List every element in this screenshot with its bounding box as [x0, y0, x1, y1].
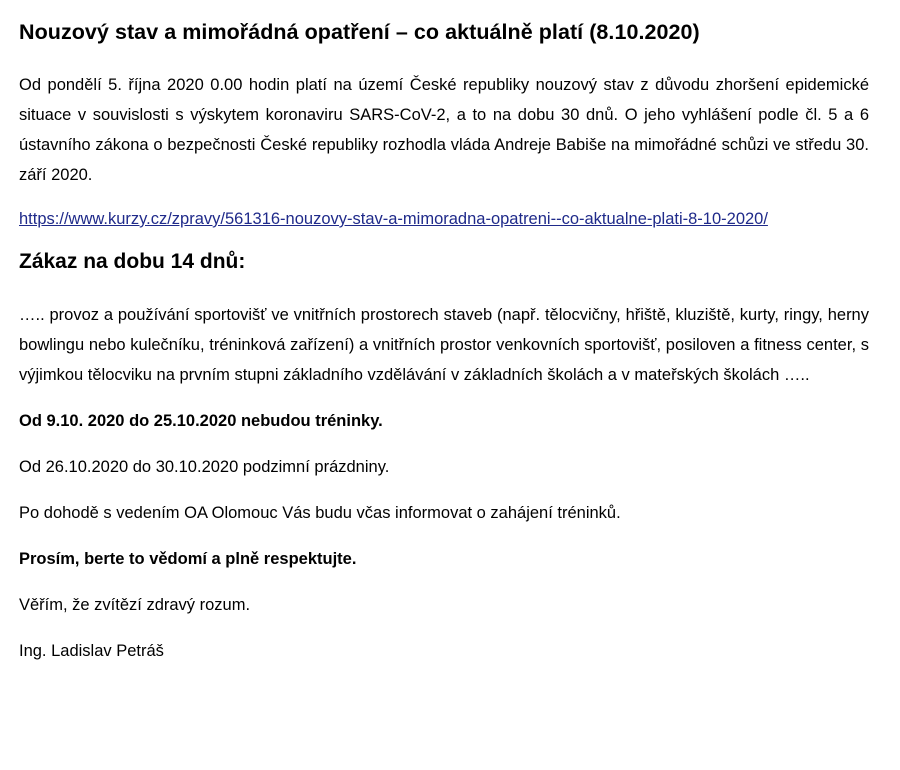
- page-title: Nouzový stav a mimořádná opatření – co aktuálně platí (8.10.2020): [19, 20, 700, 44]
- intro-paragraph: Od pondělí 5. října 2020 0.00 hodin platí na území České republiky nouzový stav z důvodu zhoršení epidemické situace v souvislosti s výskytem koronaviru SARS-CoV-2, a to na dobu 30 dnů. O jeho vyhlášení podle čl. 5 a 6 ústavního zákona o bezpečnosti České republiky rozhodla vláda Andreje Babiše na mimořádné schůzi ve středu 30. září 2020.: [19, 76, 869, 184]
- agreement-notice: Po dohodě s vedením OA Olomouc Vás budu včas informovat o zahájení tréninků.: [19, 504, 621, 522]
- ban-paragraph: ….. provoz a používání sportovišť ve vnitřních prostorech staveb (např. tělocvičny, hřiště, kluziště, kurty, ringy, herny bowlingu nebo kulečníku, tréninková zařízení) a vnitřních prostor venkovních sportovišť, posiloven a fitness center, s výjimkou tělocviku na prvním stupni základního vzdělávání v základních školách a v mateřských školách …..: [19, 306, 869, 384]
- belief-line: Věřím, že zvítězí zdravý rozum.: [19, 596, 251, 614]
- source-link[interactable]: https://www.kurzy.cz/zpravy/561316-nouzovy-stav-a-mimoradna-opatreni--co-aktualne-plati-8-10-2020/: [19, 210, 768, 228]
- please-notice: Prosím, berte to vědomí a plně respektujte.: [19, 550, 357, 568]
- source-link-paragraph: [19, 204, 869, 234]
- signature: Ing. Ladislav Petráš: [19, 642, 164, 660]
- document-page: [19, 18, 869, 666]
- ban-heading: Zákaz na dobu 14 dnů:: [19, 250, 246, 273]
- holidays-notice: Od 26.10.2020 do 30.10.2020 podzimní prázdniny.: [19, 458, 390, 476]
- no-training-notice: Od 9.10. 2020 do 25.10.2020 nebudou tréninky.: [19, 412, 383, 430]
